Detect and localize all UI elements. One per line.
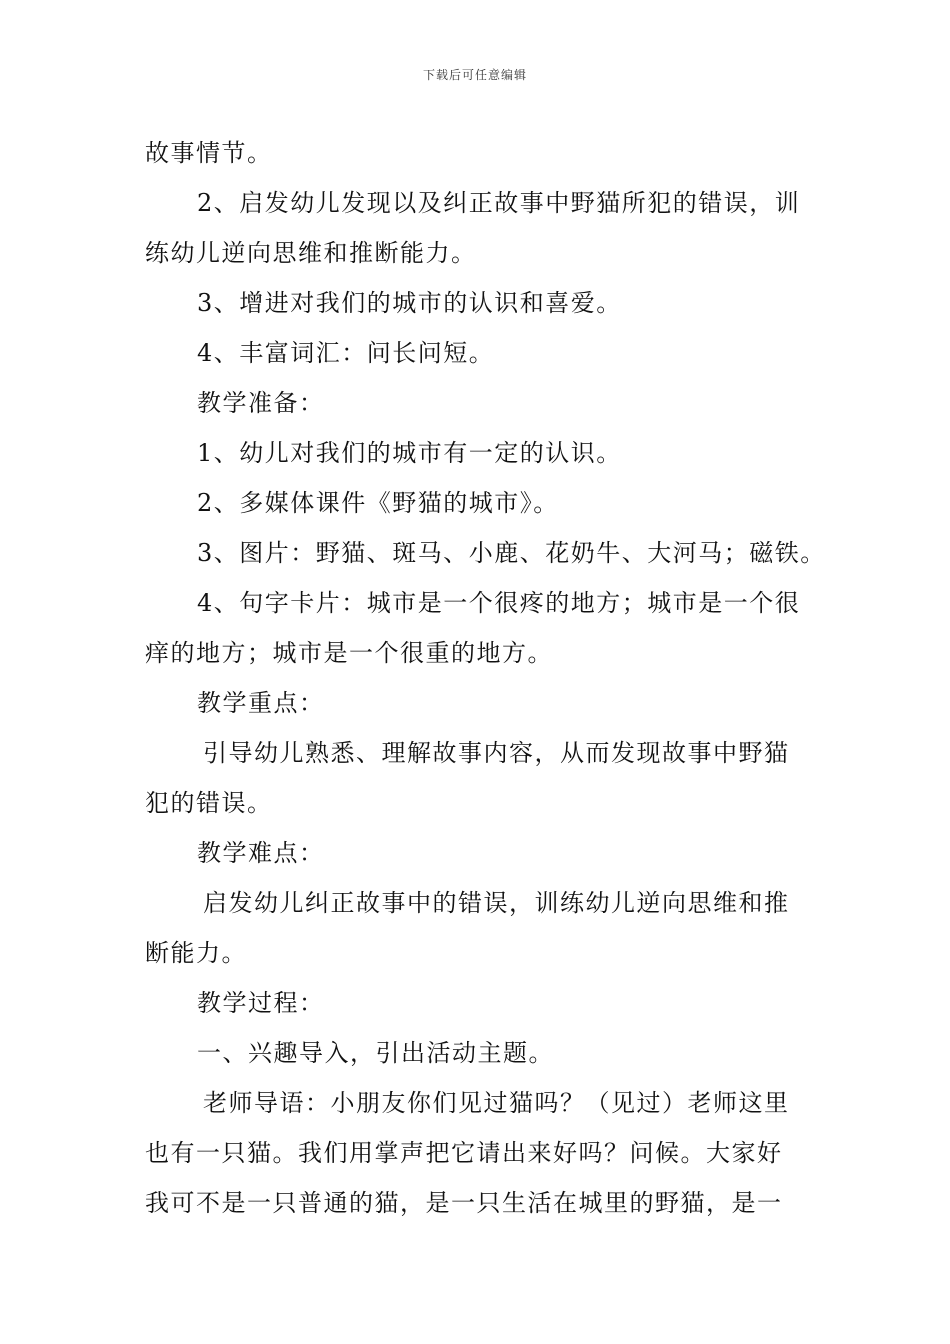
text-line: 2、多媒体课件《野猫的城市》。 (197, 489, 559, 517)
text-line: 4、丰富词汇：问长问短。 (197, 339, 495, 367)
text-line: 故事情节。 (145, 139, 273, 167)
text-line: 4、句字卡片：城市是一个很疼的地方；城市是一个很 (197, 589, 801, 617)
section-heading: 教学准备： (197, 389, 325, 417)
section-heading: 教学难点： (197, 839, 325, 867)
header-note: 下载后可任意编辑 (422, 68, 527, 82)
document-body (145, 128, 826, 1228)
text-line: 1、幼儿对我们的城市有一定的认识。 (197, 439, 622, 467)
text-line: 我可不是一只普通的猫，是一只生活在城里的野猫，是一 (145, 1189, 783, 1217)
text-line: 3、图片：野猫、斑马、小鹿、花奶牛、大河马；磁铁。 (197, 539, 826, 567)
text-line: 3、增进对我们的城市的认识和喜爱。 (197, 289, 622, 317)
text-line: 也有一只猫。我们用掌声把它请出来好吗？问候。大家好 (145, 1139, 783, 1167)
text-line: 断能力。 (145, 939, 247, 967)
text-line: 痒的地方；城市是一个很重的地方。 (145, 639, 553, 667)
text-line: 引导幼儿熟悉、理解故事内容，从而发现故事中野猫 (203, 739, 790, 767)
text-line: 老师导语：小朋友你们见过猫吗？（见过）老师这里 (203, 1089, 790, 1117)
text-line: 练幼儿逆向思维和推断能力。 (145, 239, 477, 267)
section-heading: 教学重点： (197, 689, 325, 717)
text-line: 一、兴趣导入，引出活动主题。 (197, 1039, 554, 1067)
text-line: 犯的错误。 (145, 789, 273, 817)
text-line: 2、启发幼儿发现以及纠正故事中野猫所犯的错误，训 (197, 189, 801, 217)
text-line: 启发幼儿纠正故事中的错误，训练幼儿逆向思维和推 (203, 889, 790, 917)
section-heading: 教学过程： (197, 989, 325, 1017)
